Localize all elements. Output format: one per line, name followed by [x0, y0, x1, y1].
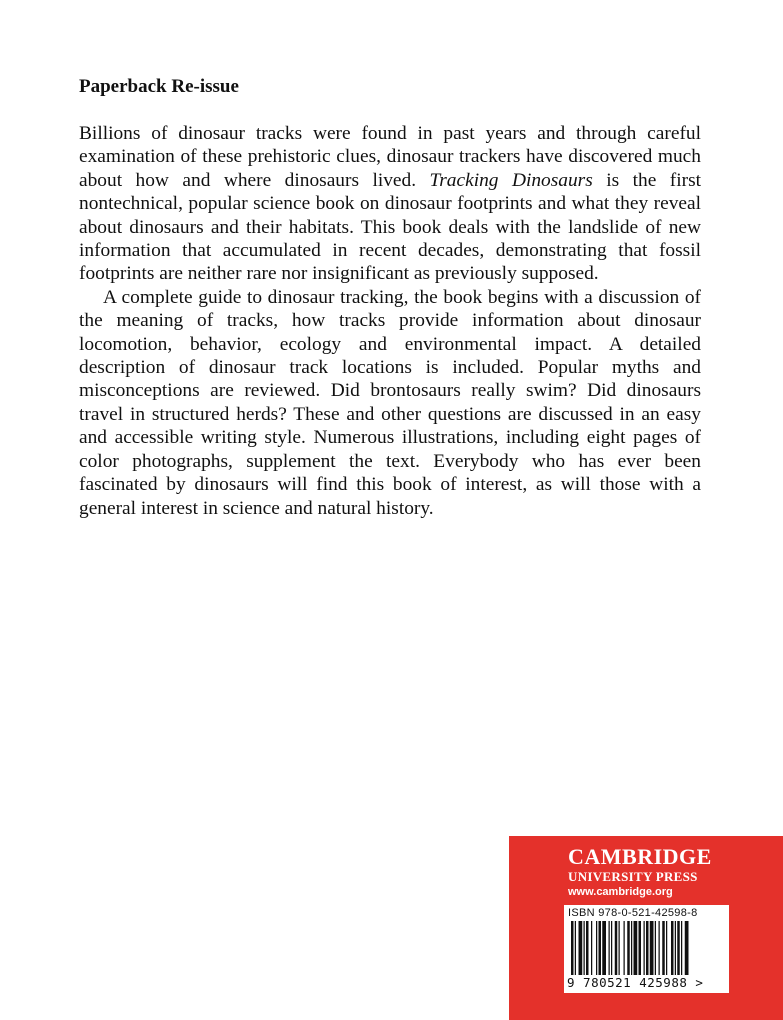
- barcode-box: [564, 905, 729, 993]
- description: [79, 122, 701, 520]
- isbn-label: ISBN 978-0-521-42598-8: [568, 907, 698, 919]
- publisher-panel: [509, 836, 783, 1020]
- publisher-url: www.cambridge.org: [568, 886, 673, 898]
- publisher-name: CAMBRIDGE: [568, 844, 712, 869]
- barcode-icon: [567, 921, 725, 975]
- barcode-digits: 9 780521 425988 >: [567, 975, 704, 990]
- book-title: Tracking Dinosaurs: [429, 169, 593, 191]
- paragraph-1: [79, 122, 701, 286]
- paragraph-1-start: Billions of dinosaur tracks were found in past years and through careful examination of these prehistoric clues, dinosaur trackers have discovered much about how and where dinosaurs lived.: [79, 123, 701, 191]
- paragraph-1-end: is the first nontechnical, popular science book on dinosaur footprints and what they reveal about dinosaurs and their habitats. This book deals with the landslide of new information that accumulated in recent decades, demonstrating that fossil footprints are neither rare nor insignificant as previously supposed.: [79, 169, 701, 285]
- paragraph-2: A complete guide to dinosaur tracking, the book begins with a discussion of the meaning of tracks, how tracks provide information about dinosaur locomotion, behavior, ecology and environmental impact. A detailed description of dinosaur track locations is included. Popular myths and misconceptions are reviewed. Did brontosaurs really swim? Did dinosaurs travel in structured herds? These and other questions are discussed in an easy and accessible writing style. Numerous illustrations, including eight pages of color photographs, supplement the text. Everybody who has ever been fascinated by dinosaurs will find this book of interest, as will those with a general interest in science and natural history.: [79, 286, 701, 519]
- heading: Paperback Re-issue: [79, 76, 239, 97]
- publisher-subtitle: UNIVERSITY PRESS: [568, 869, 698, 884]
